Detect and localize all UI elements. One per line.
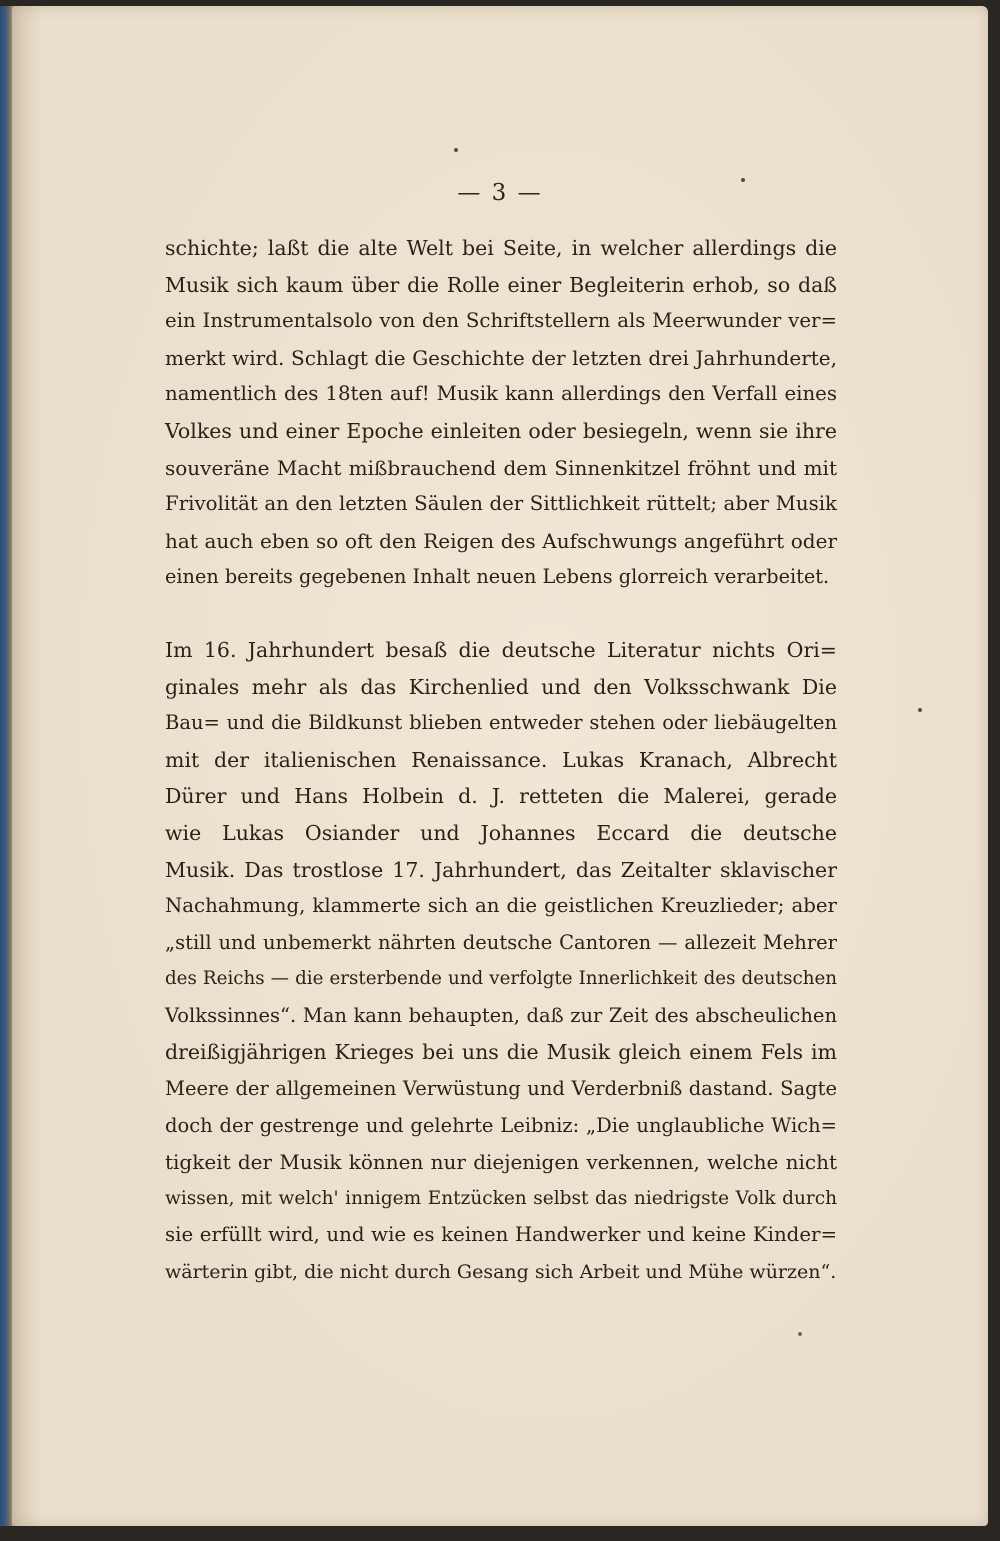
paper-speck [798, 1332, 802, 1336]
text-line: Musik sich kaum über die Rolle einer Begleiterin erhob, so daß [165, 272, 837, 297]
text-line: tigkeit der Musik können nur diejenigen verkennen, welche nicht [165, 1150, 837, 1175]
text-line: doch der gestrenge und gelehrte Leibniz: „Die unglaubliche Wich= [165, 1113, 837, 1137]
text-line: Dürer und Hans Holbein d. J. retteten die Malerei, gerade [165, 784, 837, 809]
page-text [165, 230, 837, 1291]
text-line: Musik. Das trostlose 17. Jahrhundert, das Zeitalter sklavischer [165, 857, 837, 882]
text-line: dreißigjährigen Krieges bei uns die Musik gleich einem Fels im [165, 1040, 837, 1065]
text-line: mit der italienischen Renaissance. Lukas Kranach, Albrecht [165, 747, 837, 772]
text-line: einen bereits gegebenen Inhalt neuen Lebens glorreich verarbeitet. [165, 565, 830, 589]
text-line: hat auch eben so oft den Reigen des Aufschwungs angeführt oder [165, 528, 837, 553]
paragraph-2 [165, 632, 837, 1291]
paragraph-1 [165, 230, 837, 596]
paragraph-gap [165, 596, 837, 632]
text-line: Volkssinnes“. Man kann behaupten, daß zur Zeit des abscheulichen [165, 1003, 837, 1027]
text-line: Frivolität an den letzten Säulen der Sittlichkeit rüttelt; aber Musik [165, 492, 837, 516]
text-line: sie erfüllt wird, und wie es keinen Handwerker und keine Kinder= [165, 1223, 837, 1247]
text-line: merkt wird. Schlagt die Geschichte der letzten drei Jahrhunderte, [165, 345, 837, 370]
text-line: schichte; laßt die alte Welt bei Seite, in welcher allerdings die [165, 236, 837, 260]
paper-speck [454, 148, 458, 152]
text-line: des Reichs — die ersterbende und verfolgte Innerlichkeit des deutschen [165, 968, 837, 990]
text-line: namentlich des 18ten auf! Musik kann allerdings den Verfall eines [165, 382, 837, 406]
text-line: wie Lukas Osiander und Johannes Eccard die deutsche [165, 820, 837, 845]
text-line: wärterin gibt, die nicht durch Gesang sich Arbeit und Mühe würzen“. [165, 1261, 837, 1284]
page-number: — 3 — [457, 180, 543, 206]
text-line: Im 16. Jahrhundert besaß die deutsche Literatur nichts Ori= [165, 637, 837, 662]
text-line: souveräne Macht mißbrauchend dem Sinnenkitzel fröhnt und mit [165, 455, 837, 480]
text-line: ginales mehr als das Kirchenlied und den Volksschwank Die [165, 674, 837, 699]
text-line: Volkes und einer Epoche einleiten oder besiegeln, wenn sie ihre [165, 418, 837, 443]
text-line: ein Instrumentalsolo von den Schriftstellern als Meerwunder ver= [165, 309, 837, 333]
text-line: Meere der allgemeinen Verwüstung und Verderbniß dastand. Sagte [165, 1077, 837, 1101]
text-line: „still und unbemerkt nährten deutsche Cantoren — allezeit Mehrer [165, 930, 837, 954]
text-line: Nachahmung, klammerte sich an die geistlichen Kreuzlieder; aber [165, 894, 837, 918]
text-line: Bau= und die Bildkunst blieben entweder stehen oder liebäugelten [165, 711, 837, 735]
text-line: wissen, mit welch' innigem Entzücken selbst das niedrigste Volk durch [165, 1187, 837, 1209]
paper-speck [918, 708, 922, 712]
